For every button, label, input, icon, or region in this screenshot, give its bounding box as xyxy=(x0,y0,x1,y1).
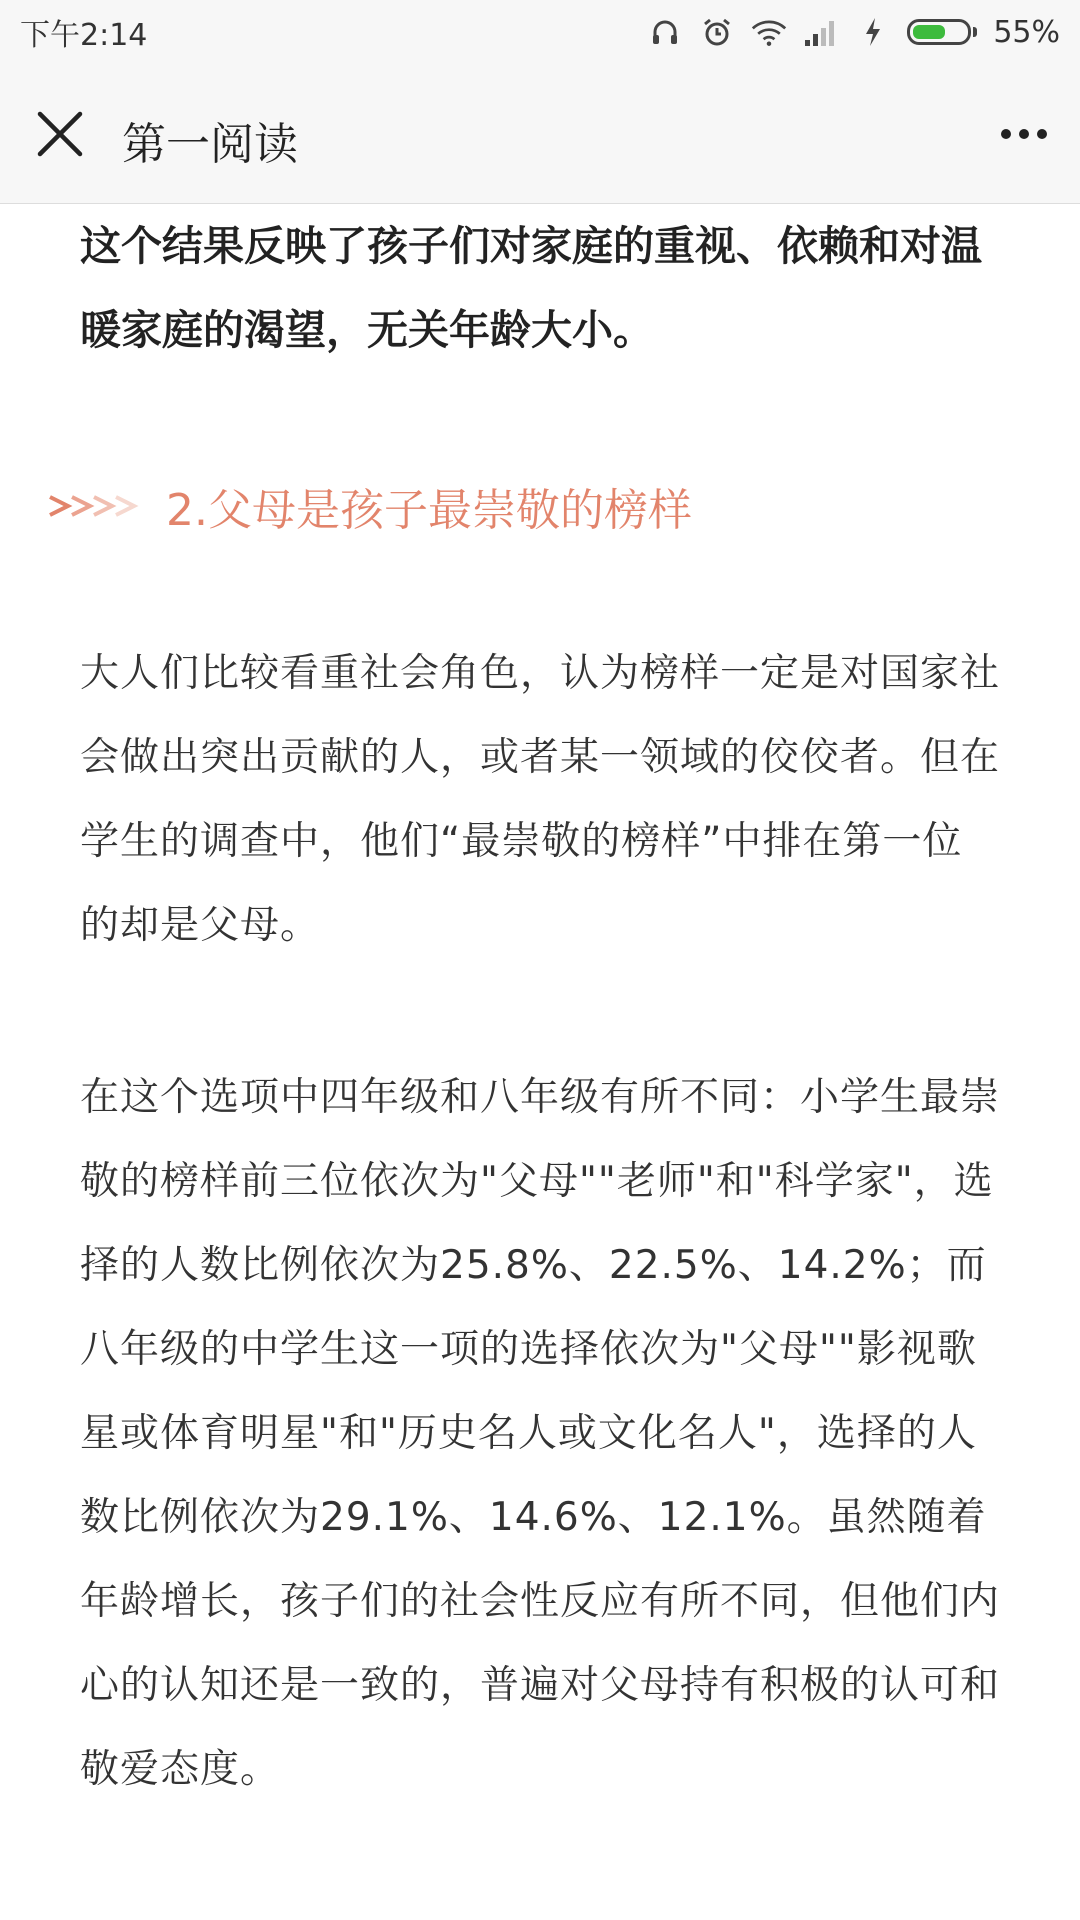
status-bar xyxy=(0,0,1080,64)
nav-title: 第一阅读 xyxy=(122,119,298,170)
arrows-icon xyxy=(48,491,140,521)
section-heading-text: 2.父母是孩子最崇敬的榜样 xyxy=(166,485,692,536)
more-icon[interactable] xyxy=(994,104,1054,164)
bold-paragraph: 这个结果反映了孩子们对家庭的重视、依赖和对温暖家庭的渴望，无关年龄大小。 xyxy=(80,222,982,354)
charging-icon xyxy=(855,14,891,50)
close-icon[interactable] xyxy=(30,104,90,164)
alarm-icon xyxy=(699,14,735,50)
article-content xyxy=(80,204,1001,1792)
battery-icon xyxy=(907,19,977,45)
nav-bar xyxy=(0,64,1080,204)
signal-icon xyxy=(803,14,839,50)
wifi-icon xyxy=(751,14,787,50)
headphones-icon xyxy=(647,14,683,50)
status-icons xyxy=(647,14,1060,50)
status-time: 下午2:14 xyxy=(20,18,148,53)
section-heading xyxy=(48,474,692,538)
paragraph-1: 大人们比较看重社会角色，认为榜样一定是对国家社会做出突出贡献的人，或者某一领域的佼佼者。但在学生的调查中，他们“最崇敬的榜样”中排在第一位的却是父母。 xyxy=(80,651,1001,948)
battery-percent: 55% xyxy=(993,14,1060,50)
paragraph-2: 在这个选项中四年级和八年级有所不同：小学生最崇敬的榜样前三位依次为"父母""老师"和"科学家"，选择的人数比例依次为25.8%、22.5%、14.2%；而八年级的中学生这一项的选择依次为"父母""影视歌星或体育明星"和"历史名人或文化名人"，选择的人数比例依次为29.1%、14.6%、12.1%。虽然随着年龄增长，孩子们的社会性反应有所不同，但他们内心的认知还是一致的，普遍对父母持有积极的认可和敬爱态度。 xyxy=(80,1075,1001,1792)
